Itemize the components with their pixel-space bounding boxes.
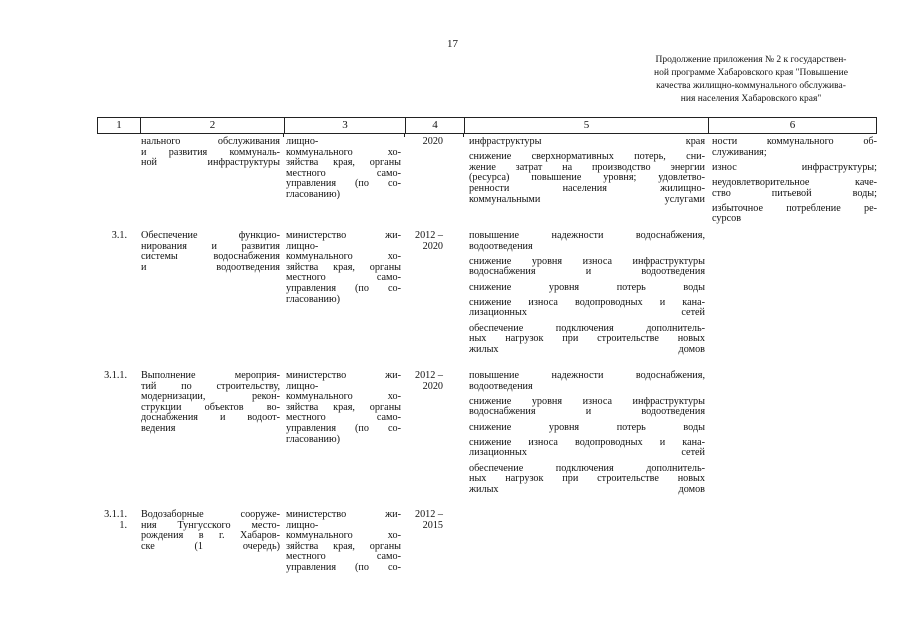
result-item-line: водоотведения [469,240,533,252]
row-name [141,371,280,435]
result-item [469,438,705,459]
row-name-line: Водозаборные сооруже- [141,509,280,520]
row-executor-line: управления (по со- [286,422,401,434]
row-risks [712,137,877,230]
result-item-line: лизационных сетей [469,447,705,459]
row-executor [286,510,401,574]
result-item [469,423,705,434]
result-item-line: водоснабжения и водоотведения [469,266,705,278]
result-item [469,371,705,392]
header-col-3: 3 [285,118,406,133]
row-executor-line: министерство жи- [286,509,401,520]
header-col-6: 6 [789,119,796,131]
row-name-line: нирования и развития [141,240,280,252]
row-period [407,137,443,148]
row-executor-line: лищно- [286,519,319,531]
table-header [97,117,877,134]
row-period [407,231,443,252]
row-executor-line: местного само- [286,272,401,284]
header-note-line: ния населения Хабаровского края" [680,94,822,104]
row-executor-line: управления (по со- [286,282,401,294]
risk-item [712,163,877,174]
header-note-line: качества жилищно-коммунального обслужива- [656,81,846,91]
row-executor [286,371,401,445]
column-divider [463,134,464,137]
result-item-line: жилых домов [469,343,705,355]
row-executor-line: зяйства края, органы [286,401,401,413]
row-name [141,137,280,169]
header-col-4: 4 [406,118,465,133]
result-item [469,397,705,418]
row-num [99,371,127,382]
row-executor-line: зяйства края, органы [286,157,401,169]
row-name-line: Выполнение мероприя- [141,370,280,381]
result-item-line: обеспечение подключения дополнитель- [469,322,705,334]
row-results [469,231,705,360]
row-name-line: и водоотведения [141,261,280,273]
row-name-line: рождения в г. Хабаров- [141,530,280,542]
row-executor-line: зяйства края, органы [286,540,401,552]
row-executor-line: гласованию) [286,433,340,445]
row-period-line: 2012 – [414,370,443,381]
risk-item-line: ности коммунального об- [712,136,877,147]
header-col-1: 1 [98,118,141,133]
column-divider [283,134,284,137]
risk-item-line: ство питьевой воды; [712,187,877,199]
risk-item [712,137,877,158]
result-item-line: снижение уровня потерь воды [469,421,705,433]
result-item [469,137,705,148]
row-results [469,137,705,210]
row-name-line: струкции объектов во- [141,401,280,413]
row-name-line: доснабжения и водоот- [141,412,280,424]
risk-item [712,178,877,199]
result-item [469,324,705,356]
result-item [469,283,705,294]
row-period-line: 2020 [422,136,443,147]
result-item [469,152,705,205]
risk-item [712,204,877,225]
column-divider [404,134,405,137]
row-results [469,371,705,500]
row-name [141,510,280,552]
row-name [141,231,280,273]
result-item-line: лизационных сетей [469,307,705,319]
row-executor-line: коммунального хо- [286,146,401,158]
row-name-line: ске (1 очередь) [141,540,280,552]
result-item-line: ренности населения жилищно- [469,182,705,194]
row-executor-line: местного само- [286,551,401,563]
result-item [469,257,705,278]
row-name-line: нального обслуживания [141,136,280,147]
row-num-line: 3.1.1. [104,509,127,520]
appendix-header-note [620,54,882,106]
result-item-line: снижение износа водопроводных и кана- [469,436,705,448]
row-executor-line: местного само- [286,167,401,179]
result-item-line: снижение уровня износа инфраструктуры [469,255,705,267]
result-item-line: жение затрат на производство энергии [469,161,705,173]
result-item-line: водоснабжения и водоотведения [469,406,705,418]
row-executor-line: зяйства края, органы [286,261,401,273]
result-item-line: снижение уровня потерь воды [469,281,705,293]
row-executor-line: коммунального хо- [286,251,401,263]
row-period-line: 2020 [422,240,443,252]
result-item [469,298,705,319]
row-num-line: 3.1. [111,230,127,241]
result-item-line: ных нагрузок при строительстве новых [469,333,705,345]
result-item [469,464,705,496]
risk-item-line: износ инфраструктуры; [712,161,877,173]
result-item-line: коммунальными услугами [469,193,705,205]
row-executor-line: лищно- [286,136,319,147]
header-note-line: Продолжение приложения № 2 к государствен- [655,55,847,65]
row-name-line: модернизации, рекон- [141,391,280,403]
row-executor-line: лищно- [286,240,319,252]
result-item-line: повышение надежности водоснабжения, [469,370,705,381]
row-num [99,510,127,531]
header-note-line: ной программе Хабаровского края "Повышение [654,68,848,78]
row-period-line: 2012 – [414,509,443,520]
row-executor [286,231,401,305]
header-col-5: 5 [465,118,709,133]
row-name-line: ния Тунгусского место- [141,519,280,531]
row-period [407,510,443,531]
page-number: 17 [447,38,458,50]
row-num [99,231,127,242]
result-item-line: водоотведения [469,380,533,392]
row-executor-line: управления (по со- [286,561,401,573]
row-executor-line: управления (по со- [286,178,401,190]
result-item-line: ных нагрузок при строительстве новых [469,473,705,485]
risk-item-line: сурсов [712,213,742,225]
result-item-line: (ресурса) повышение уровня; удовлетво- [469,172,705,184]
result-item-line: обеспечение подключения дополнитель- [469,462,705,474]
risk-item-line: неудовлетворительное каче- [712,176,877,188]
row-executor-line: министерство жи- [286,230,401,241]
row-executor-line: коммунального хо- [286,391,401,403]
row-name-line: ведения [141,422,176,434]
row-period-line: 2015 [422,519,443,531]
row-executor-line: местного само- [286,412,401,424]
row-executor-line: гласованию) [286,293,340,305]
row-executor-line: коммунального хо- [286,530,401,542]
row-name-line: и развития коммуналь- [141,146,280,158]
result-item-line: инфраструктуры края [469,136,705,147]
header-col-2: 2 [141,118,285,133]
row-executor-line: лищно- [286,380,319,392]
risk-item-line: служивания; [712,146,767,158]
row-num-line: 1. [119,519,127,531]
row-num-line: 3.1.1. [104,370,127,381]
result-item-line: снижение износа водопроводных и кана- [469,296,705,308]
result-item-line: повышение надежности водоснабжения, [469,230,705,241]
risk-item-line: избыточное потребление ре- [712,202,877,214]
result-item-line: жилых домов [469,483,705,495]
row-executor-line: гласованию) [286,188,340,200]
row-name-line: тий по строительству, [141,380,280,392]
row-executor [286,137,401,201]
row-period-line: 2012 – [414,230,443,241]
row-period [407,371,443,392]
row-name-line: ной инфраструктуры [141,157,280,169]
row-name-line: системы водоснабжения [141,251,280,263]
result-item-line: снижение сверхнормативных потерь, сни- [469,151,705,163]
row-name-line: Обеспечение функцио- [141,230,280,241]
row-period-line: 2020 [422,380,443,392]
result-item [469,231,705,252]
result-item-line: снижение уровня износа инфраструктуры [469,395,705,407]
row-executor-line: министерство жи- [286,370,401,381]
